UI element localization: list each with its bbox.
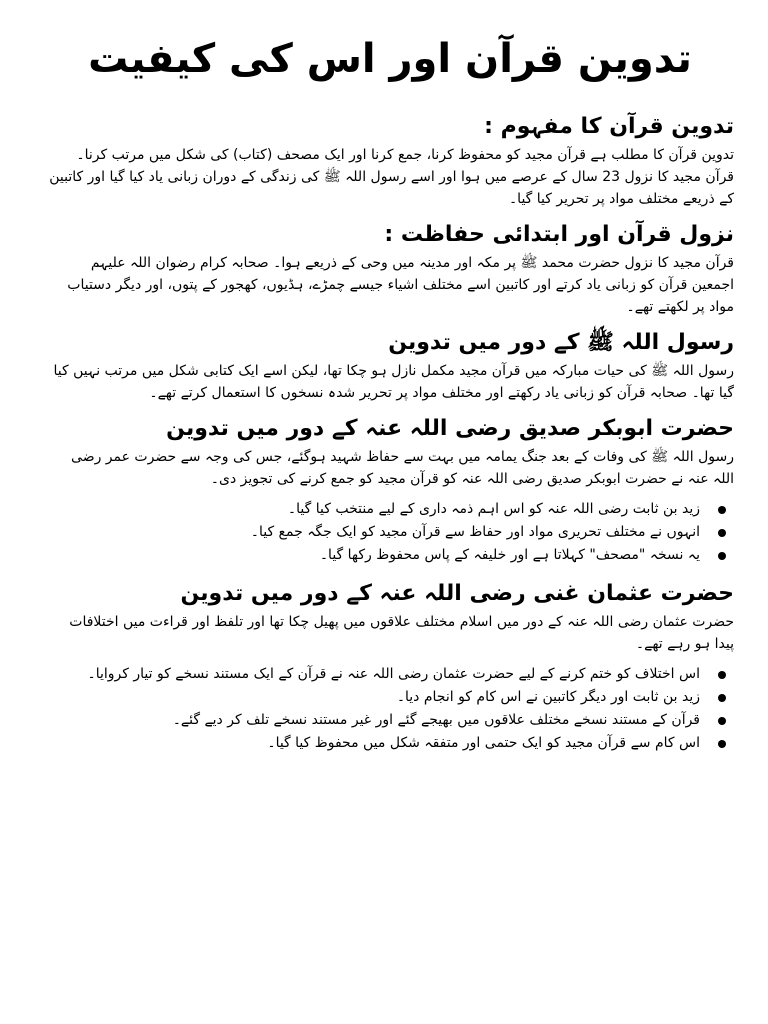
section-prophet-era	[46, 326, 734, 404]
section-meaning	[46, 110, 734, 210]
section-heading: نزول قرآن اور ابتدائی حفاظت :	[384, 222, 734, 247]
list-item-text: اس کام سے قرآن مجید کو ایک حتمی اور متفقہ شکل میں محفوظ کیا گیا۔	[267, 735, 700, 751]
list-item-text: قرآن کے مستند نسخے مختلف علاقوں میں بھیجے گئے اور غیر مستند نسخے تلف کر دیے گئے۔	[172, 712, 700, 728]
list-item-text: انہوں نے مختلف تحریری مواد اور حفاظ سے قرآن مجید کو ایک جگہ جمع کیا۔	[250, 524, 700, 540]
list-item	[46, 663, 700, 686]
page-title: تدوین قرآن اور اس کی کیفیت	[88, 36, 692, 82]
list-item-text: یہ نسخہ "مصحف" کہلاتا ہے اور خلیفہ کے پاس محفوظ رکھا گیا۔	[319, 547, 700, 563]
section-heading: رسول اللہ ﷺ کے دور میں تدوین	[388, 330, 734, 355]
bullet-icon	[718, 740, 726, 748]
section-paragraph: رسول اللہ ﷺ کی حیات مبارکہ میں قرآن مجید مکمل نازل ہو چکا تھا، لیکن اسے ایک کتابی شکل میں مرتب نہیں کیا گیا تھا۔ صحابہ قرآن کو زبانی یاد رکھتے اور مختلف مواد پر تحریر شدہ نسخوں کا استعمال کرتے تھے۔	[53, 363, 734, 401]
section-revelation	[46, 218, 734, 318]
list-item-text: زید بن ثابت اور دیگر کاتبین نے اس کام کو انجام دیا۔	[396, 689, 700, 705]
bullet-icon	[718, 717, 726, 725]
bullet-icon	[718, 694, 726, 702]
section-heading: تدوین قرآن کا مفہوم :	[484, 114, 734, 139]
bullet-icon	[718, 552, 726, 560]
list-item	[46, 498, 700, 521]
list-item-text: اس اختلاف کو ختم کرنے کے لیے حضرت عثمان رضی اللہ عنہ نے قرآن کے ایک مستند نسخے کو تیار کروایا۔	[87, 666, 700, 682]
section-heading: حضرت ابوبکر صدیق رضی اللہ عنہ کے دور میں تدوین	[166, 416, 734, 441]
section-paragraph: رسول اللہ ﷺ کی وفات کے بعد جنگ یمامہ میں بہت سے حفاظ شہید ہوگئے، جس کی وجہ سے حضرت عمر رضی اللہ عنہ نے حضرت ابوبکر صدیق رضی اللہ عنہ کو قرآن مجید کو جمع کرنے کی تجویز دی۔	[71, 449, 734, 487]
bullet-icon	[718, 506, 726, 514]
section-abubakr-era	[46, 412, 734, 567]
section-paragraph: حضرت عثمان رضی اللہ عنہ کے دور میں اسلام مختلف علاقوں میں پھیل چکا تھا اور تلفظ اور قراءت میں اختلافات پیدا ہو رہے تھے۔	[69, 614, 734, 652]
bullet-list	[46, 663, 734, 755]
list-item	[46, 686, 700, 709]
list-item-text: زید بن ثابت رضی اللہ عنہ کو اس اہم ذمہ داری کے لیے منتخب کیا گیا۔	[287, 501, 700, 517]
bullet-icon	[718, 671, 726, 679]
section-paragraph: قرآن مجید کا نزول حضرت محمد ﷺ پر مکہ اور مدینہ میں وحی کے ذریعے ہوا۔ صحابہ کرام رضوان اللہ علیہم اجمعین قرآن کو زبانی یاد کرتے اور کاتبین اسے مختلف اشیاء جیسے چمڑے، ہڈیوں، کھجور کے پتوں، اور دیگر دستیاب مواد پر لکھتے تھے۔	[67, 255, 734, 315]
list-item	[46, 521, 700, 544]
list-item	[46, 544, 700, 567]
bullet-icon	[718, 529, 726, 537]
list-item	[46, 732, 700, 755]
list-item	[46, 709, 700, 732]
section-paragraph: تدوین قرآن کا مطلب ہے قرآن مجید کو محفوظ کرنا، جمع کرنا اور ایک مصحف (کتاب) کی شکل میں مرتب کرنا۔ قرآن مجید کا نزول 23 سال کے عرصے میں ہوا اور اسے رسول اللہ ﷺ کی زندگی کے دوران زبانی یاد کیا گیا اور کاتبین کے ذریعے مختلف مواد پر تحریر کیا گیا۔	[49, 147, 734, 207]
section-heading: حضرت عثمان غنی رضی اللہ عنہ کے دور میں تدوین	[180, 581, 734, 606]
bullet-list	[46, 498, 734, 567]
section-uthman-era	[46, 577, 734, 755]
